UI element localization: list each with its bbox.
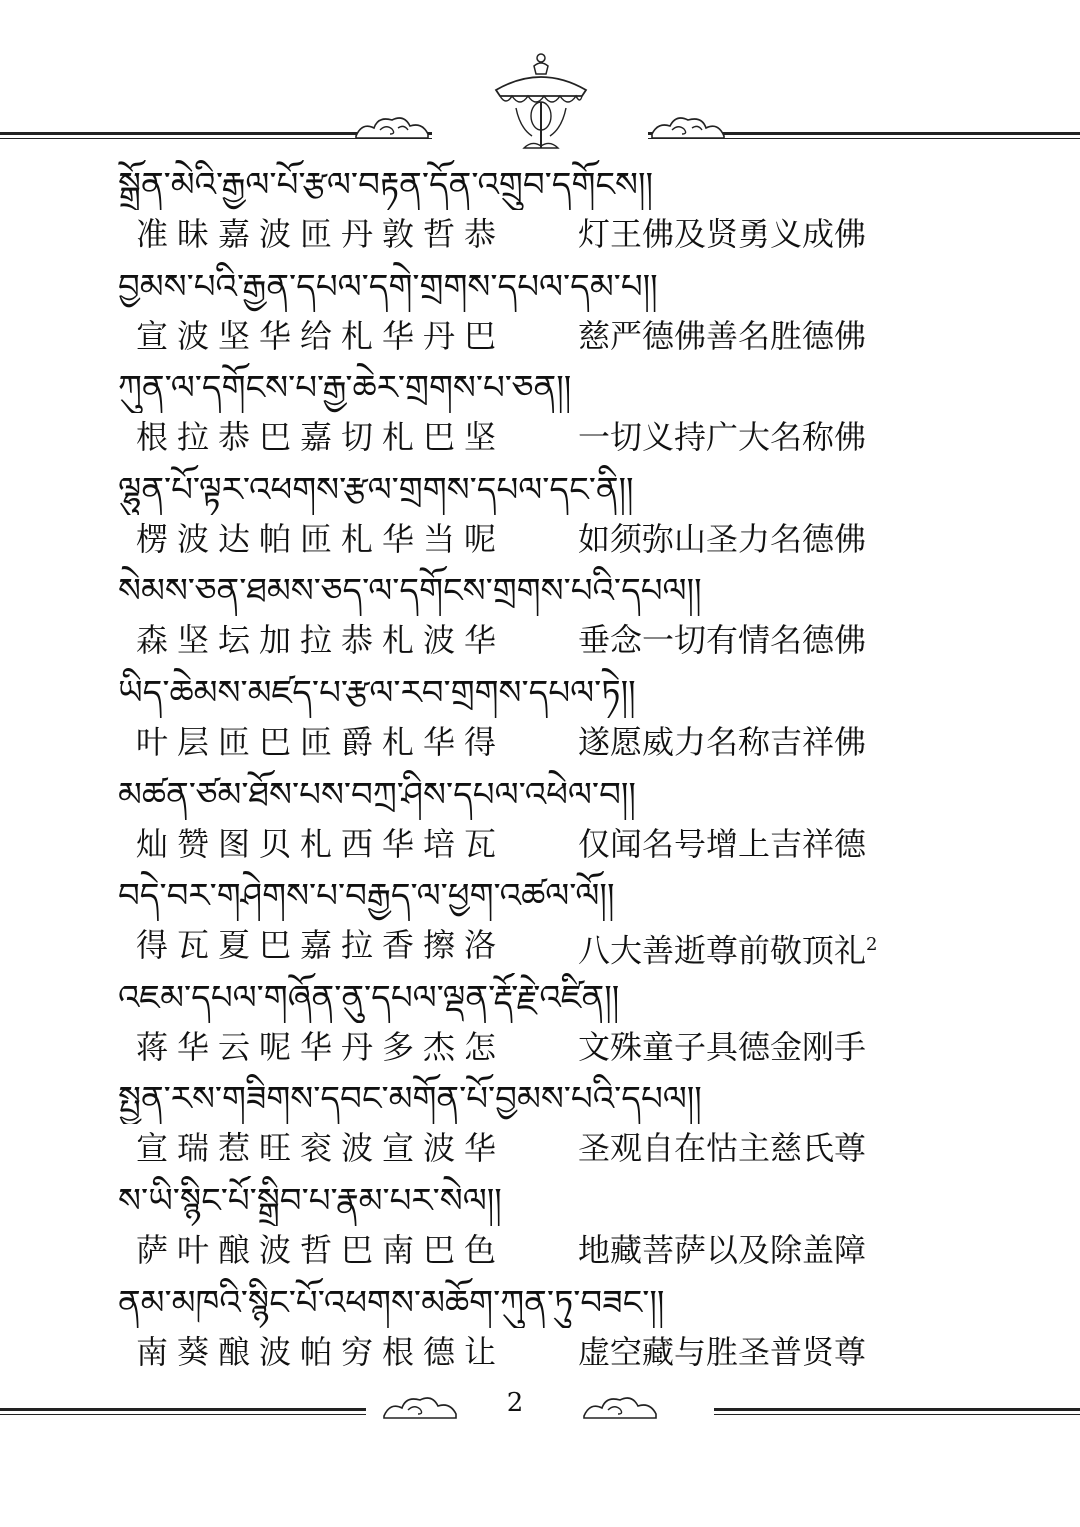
- phonetic-line: 南葵酿波帕穷根德让: [136, 1332, 506, 1371]
- phonetic-line: 蒋华云呢华丹多杰怎: [136, 1027, 506, 1066]
- chinese-translation: [578, 1228, 898, 1272]
- chinese-translation: [578, 212, 898, 256]
- page-number: 2: [506, 1388, 524, 1418]
- footer-right-cloud-icon: [580, 1392, 660, 1424]
- chinese-translation: [578, 517, 898, 561]
- translation-text: 一切义持广大名称佛: [578, 418, 867, 457]
- tibetan-line: སྤྱན་རས་གཟིགས་དབང་མགོན་པོ་བྱམས་པའི་དཔལ།།: [118, 1079, 702, 1120]
- translation-text: 仅闻名号增上吉祥德: [578, 824, 867, 863]
- phonetic-line: 得瓦夏巴嘉拉香擦洛: [136, 926, 506, 965]
- chinese-translation: [578, 1330, 898, 1374]
- phonetic-line: 楞波达帕匝札华当呢: [136, 519, 506, 558]
- translation-text: 慈严德佛善名胜德佛: [578, 316, 867, 355]
- translation-text: 如须弥山圣力名德佛: [578, 519, 867, 558]
- phonetic-line: 萨叶酿波哲巴南巴色: [136, 1231, 506, 1269]
- tibetan-line: བདེ་བར་གཤེགས་པ་བརྒྱད་ལ་ཕྱག་འཚལ་ལོ།།: [118, 876, 615, 917]
- left-cloud-icon: [352, 112, 432, 144]
- tibetan-line: ས་ཡི་སྙིང་པོ་སྒྲིབ་པ་རྣམ་པར་སེལ།།: [118, 1181, 502, 1221]
- translation-text: 八大善逝尊前敬顶礼: [578, 931, 867, 970]
- tibetan-line: མཚན་ཙམ་ཐོས་པས་བཀྲ་ཤིས་དཔལ་འཕེལ་བ།།: [118, 774, 636, 815]
- tibetan-line: ལྷུན་པོ་ལྟར་འཕགས་རྩལ་གྲགས་དཔལ་དང་ནི།།: [118, 469, 634, 510]
- tibetan-line: སྒྲོན་མེའི་རྒྱལ་པོ་རྩལ་བརྟན་དོན་འགྲུབ་དགོངས།།: [118, 165, 654, 205]
- tibetan-line: བྱམས་པའི་རྒྱན་དཔལ་དགེ་གྲགས་དཔལ་དམ་པ།།: [118, 266, 658, 307]
- translation-text: 遂愿威力名称吉祥佛: [578, 723, 867, 761]
- phonetic-line: 宣瑞惹旺衮波宣波华: [136, 1129, 506, 1168]
- chinese-translation: [578, 1025, 898, 1069]
- tibetan-line: ཀུན་ལ་དགོངས་པ་རྒྱ་ཆེར་གྲགས་པ་ཅན།།: [118, 368, 572, 409]
- tibetan-line: སེམས་ཅན་ཐམས་ཅད་ལ་དགོངས་གྲགས་པའི་དཔལ།།: [118, 571, 702, 612]
- phonetic-line: 森坚坛加拉恭札波华: [136, 621, 506, 660]
- tibetan-line: འཇམ་དཔལ་གཞོན་ནུ་དཔལ་ལྡན་རྡོ་རྗེ་འཛིན།།: [118, 977, 620, 1018]
- parasol-emblem-icon: [476, 50, 606, 160]
- right-cloud-icon: [648, 112, 728, 144]
- chinese-translation: [578, 923, 898, 973]
- translation-text: 地藏菩萨以及除盖障: [578, 1231, 867, 1269]
- translation-text: 虚空藏与胜圣普贤尊: [578, 1332, 867, 1371]
- phonetic-line: 灿赞图贝札西华培瓦: [136, 824, 506, 863]
- translation-text: 灯王佛及贤勇义成佛: [578, 215, 867, 253]
- tibetan-line: ནམ་མཁའི་སྙིང་པོ་འཕགས་མཆོག་ཀུན་ཏུ་བཟང་།།: [118, 1282, 665, 1323]
- phonetic-line: 叶层匝巴匝爵札华得: [136, 723, 506, 761]
- phonetic-line: 宣波坚华给札华丹巴: [136, 316, 506, 355]
- chinese-translation: [578, 822, 898, 866]
- chinese-translation: [578, 1126, 898, 1170]
- footer-left-cloud-icon: [380, 1392, 460, 1424]
- chinese-translation: [578, 314, 898, 358]
- chinese-translation: [578, 720, 898, 764]
- translation-text: 文殊童子具德金刚手: [578, 1027, 867, 1066]
- footnote-marker[interactable]: 2: [866, 934, 878, 956]
- translation-text: 垂念一切有情名德佛: [578, 621, 867, 660]
- translation-text: 圣观自在怙主慈氏尊: [578, 1129, 867, 1168]
- chinese-translation: [578, 618, 898, 662]
- phonetic-line: 根拉恭巴嘉切札巴坚: [136, 418, 506, 457]
- chinese-translation: [578, 415, 898, 459]
- phonetic-line: 准昧嘉波匝丹敦哲恭: [136, 215, 506, 253]
- tibetan-line: ཡིད་ཆེམས་མཛད་པ་རྩལ་རབ་གྲགས་དཔལ་ཏེ།།: [118, 673, 636, 713]
